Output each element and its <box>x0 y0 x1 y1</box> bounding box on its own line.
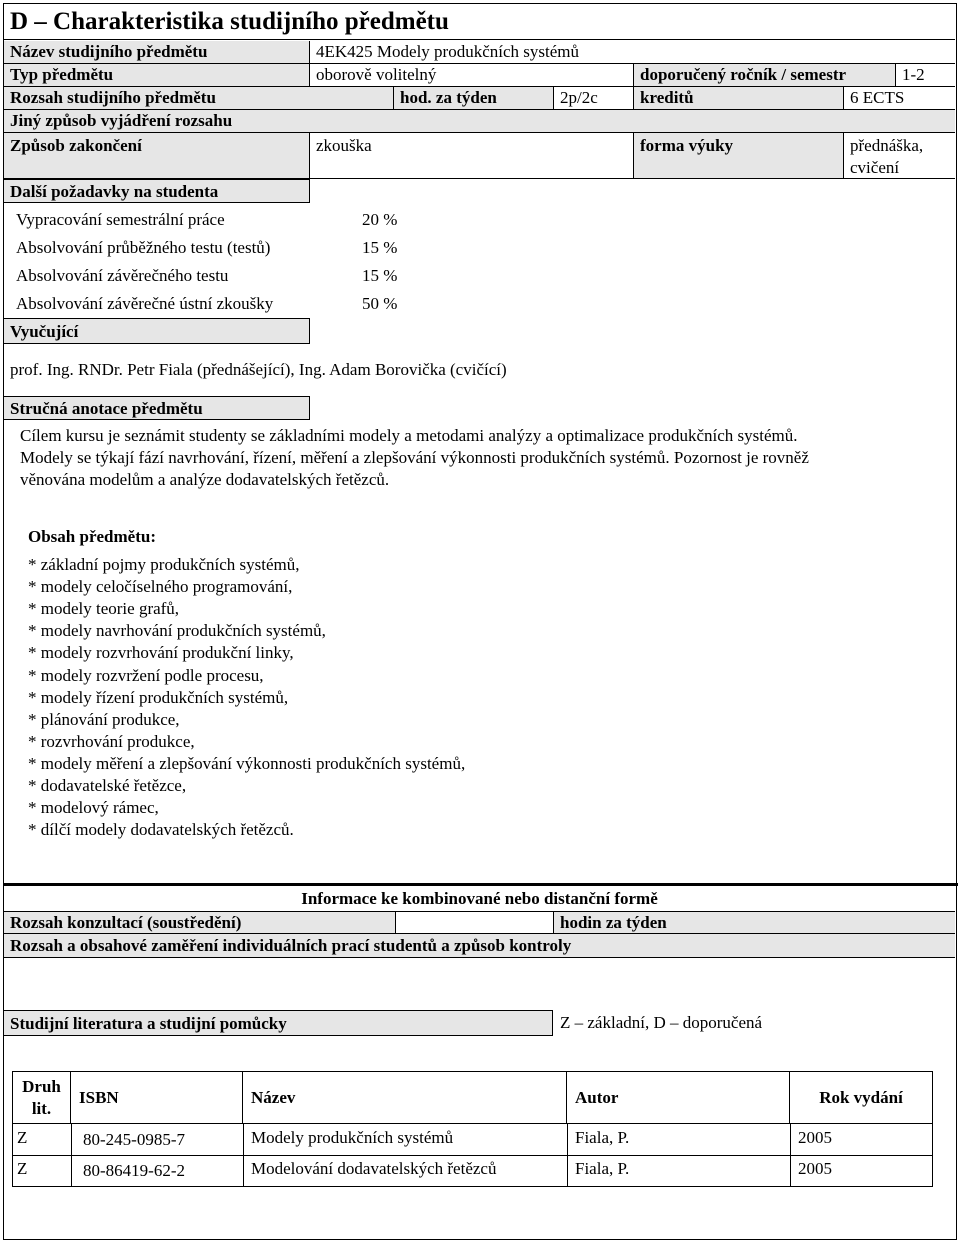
requirement-pct: 20 % <box>362 210 398 229</box>
rocnik-value: 1-2 <box>902 65 925 84</box>
lit-rok: 2005 <box>798 1159 832 1178</box>
content-item: * modely navrhování produkčních systémů, <box>28 621 326 641</box>
annotation-line: Modely se týkají fází navrhování, řízení, měření a zlepšování výkonnosti produkčních systémů. Pozornost je rovněž <box>20 448 809 467</box>
lit-druh: Z <box>17 1128 28 1147</box>
content-item: * modely řízení produkčních systémů, <box>28 687 289 707</box>
hod-label: hod. za týden <box>394 87 554 109</box>
teachers-value: prof. Ing. RNDr. Petr Fiala (přednášející), Ing. Adam Borovička (cvičící) <box>10 360 507 379</box>
requirement-pct: 50 % <box>362 294 398 313</box>
content-item: * modely měření a zlepšování výkonnosti produkčních systémů, <box>28 753 466 773</box>
header-isbn: ISBN <box>71 1072 243 1124</box>
header-autor: Autor <box>567 1072 790 1124</box>
requirement-text: Absolvování závěrečného testu <box>16 266 229 285</box>
row-typ <box>4 64 955 87</box>
distance-heading: Informace ke kombinované nebo distanční formě <box>301 889 658 908</box>
kreditu-label: kreditů <box>634 87 844 109</box>
content-item: * modely celočíselného programování, <box>28 577 293 597</box>
annotation-label: Stručná anotace předmětu <box>4 396 310 420</box>
konzultace-label: Rozsah konzultací (soustředění) <box>4 912 396 933</box>
individual-label: Rozsah a obsahové zaměření individuálních prací studentů a způsob kontroly <box>4 934 955 958</box>
content-item: * rozvrhování produkce, <box>28 731 195 751</box>
hodin-label: hodin za týden <box>554 912 955 933</box>
content-item: * modely teorie grafů, <box>28 599 180 619</box>
row-rozsah <box>4 87 955 110</box>
content-heading: Obsah předmětu: <box>28 527 156 546</box>
requirements-label: Další požadavky na studenta <box>4 179 310 203</box>
annotation-text <box>20 425 809 491</box>
content-item: * dodavatelské řetězce, <box>28 776 187 796</box>
content-item: * plánování produkce, <box>28 709 180 729</box>
requirement-text: Vypracování semestrální práce <box>16 210 225 229</box>
content-item: * dílčí modely dodavatelských řetězců. <box>28 820 294 840</box>
requirement-item <box>16 266 398 286</box>
zakonceni-value: zkouška <box>310 133 634 178</box>
row-zakonceni <box>4 133 955 179</box>
lit-autor: Fiala, P. <box>575 1128 630 1147</box>
teachers-label: Vyučující <box>4 318 310 344</box>
kreditu-value: 6 ECTS <box>850 88 905 107</box>
zakonceni-label: Způsob zakončení <box>4 133 310 178</box>
section-divider <box>4 883 958 886</box>
requirement-pct: 15 % <box>362 238 398 257</box>
course-sheet <box>3 3 957 1240</box>
lit-rok: 2005 <box>798 1128 832 1147</box>
forma-value-line-1: přednáška, <box>850 136 924 155</box>
content-item: * modelový rámec, <box>28 798 159 818</box>
row-konzultace <box>4 911 955 934</box>
row-divider <box>13 1155 932 1156</box>
row-nazev <box>4 41 955 64</box>
forma-value <box>844 133 955 178</box>
header-nazev: Název <box>243 1072 567 1124</box>
rozsah-label: Rozsah studijního předmětu <box>4 87 394 109</box>
nazev-value: 4EK425 Modely produkčních systémů <box>316 42 579 61</box>
lit-isbn: 80-86419-62-2 <box>83 1161 185 1180</box>
requirement-text: Absolvování závěrečné ústní zkoušky <box>16 294 274 313</box>
row-jiny <box>4 110 955 133</box>
literature-legend: Z – základní, D – doporučená <box>560 1013 763 1032</box>
lit-isbn: 80-245-0985-7 <box>83 1130 185 1149</box>
lit-druh: Z <box>17 1159 28 1178</box>
header-druh-line-1: Druh <box>22 1077 61 1096</box>
content-item: * modely rozvrhování produkční linky, <box>28 643 294 663</box>
requirement-item <box>16 238 398 258</box>
lit-nazev: Modelování dodavatelských řetězců <box>251 1159 497 1178</box>
content-section <box>28 526 465 841</box>
jiny-label: Jiný způsob vyjádření rozsahu <box>4 110 955 132</box>
rocnik-label: doporučený ročník / semestr <box>634 64 896 86</box>
hod-value: 2p/2c <box>554 87 634 109</box>
konzultace-value <box>396 912 554 933</box>
header-rok: Rok vydání <box>790 1072 932 1124</box>
lit-autor: Fiala, P. <box>575 1159 630 1178</box>
typ-value: oborově volitelný <box>310 64 634 86</box>
forma-label: forma výuky <box>634 133 844 178</box>
requirement-pct: 15 % <box>362 266 398 285</box>
annotation-line: věnována modelům a analýze dodavatelských řetězců. <box>20 470 390 489</box>
requirement-item <box>16 210 398 230</box>
literature-label: Studijní literatura a studijní pomůcky <box>4 1010 553 1036</box>
section-title: D – Charakteristika studijního předmětu <box>4 4 955 40</box>
forma-value-line-2: cvičení <box>850 158 900 177</box>
annotation-line: Cílem kursu je seznámit studenty se základními modely a metodami analýzy a optimalizace produkčních systémů. <box>20 426 798 445</box>
typ-label: Typ předmětu <box>4 64 310 86</box>
header-druh <box>13 1072 71 1124</box>
lit-nazev: Modely produkčních systémů <box>251 1128 454 1147</box>
content-item: * základní pojmy produkčních systémů, <box>28 555 300 575</box>
requirement-item <box>16 294 398 314</box>
literature-table <box>12 1071 933 1187</box>
requirement-text: Absolvování průběžného testu (testů) <box>16 238 271 257</box>
header-druh-line-2: lit. <box>31 1099 52 1118</box>
nazev-label: Název studijního předmětu <box>4 41 310 63</box>
content-item: * modely rozvržení podle procesu, <box>28 665 264 685</box>
